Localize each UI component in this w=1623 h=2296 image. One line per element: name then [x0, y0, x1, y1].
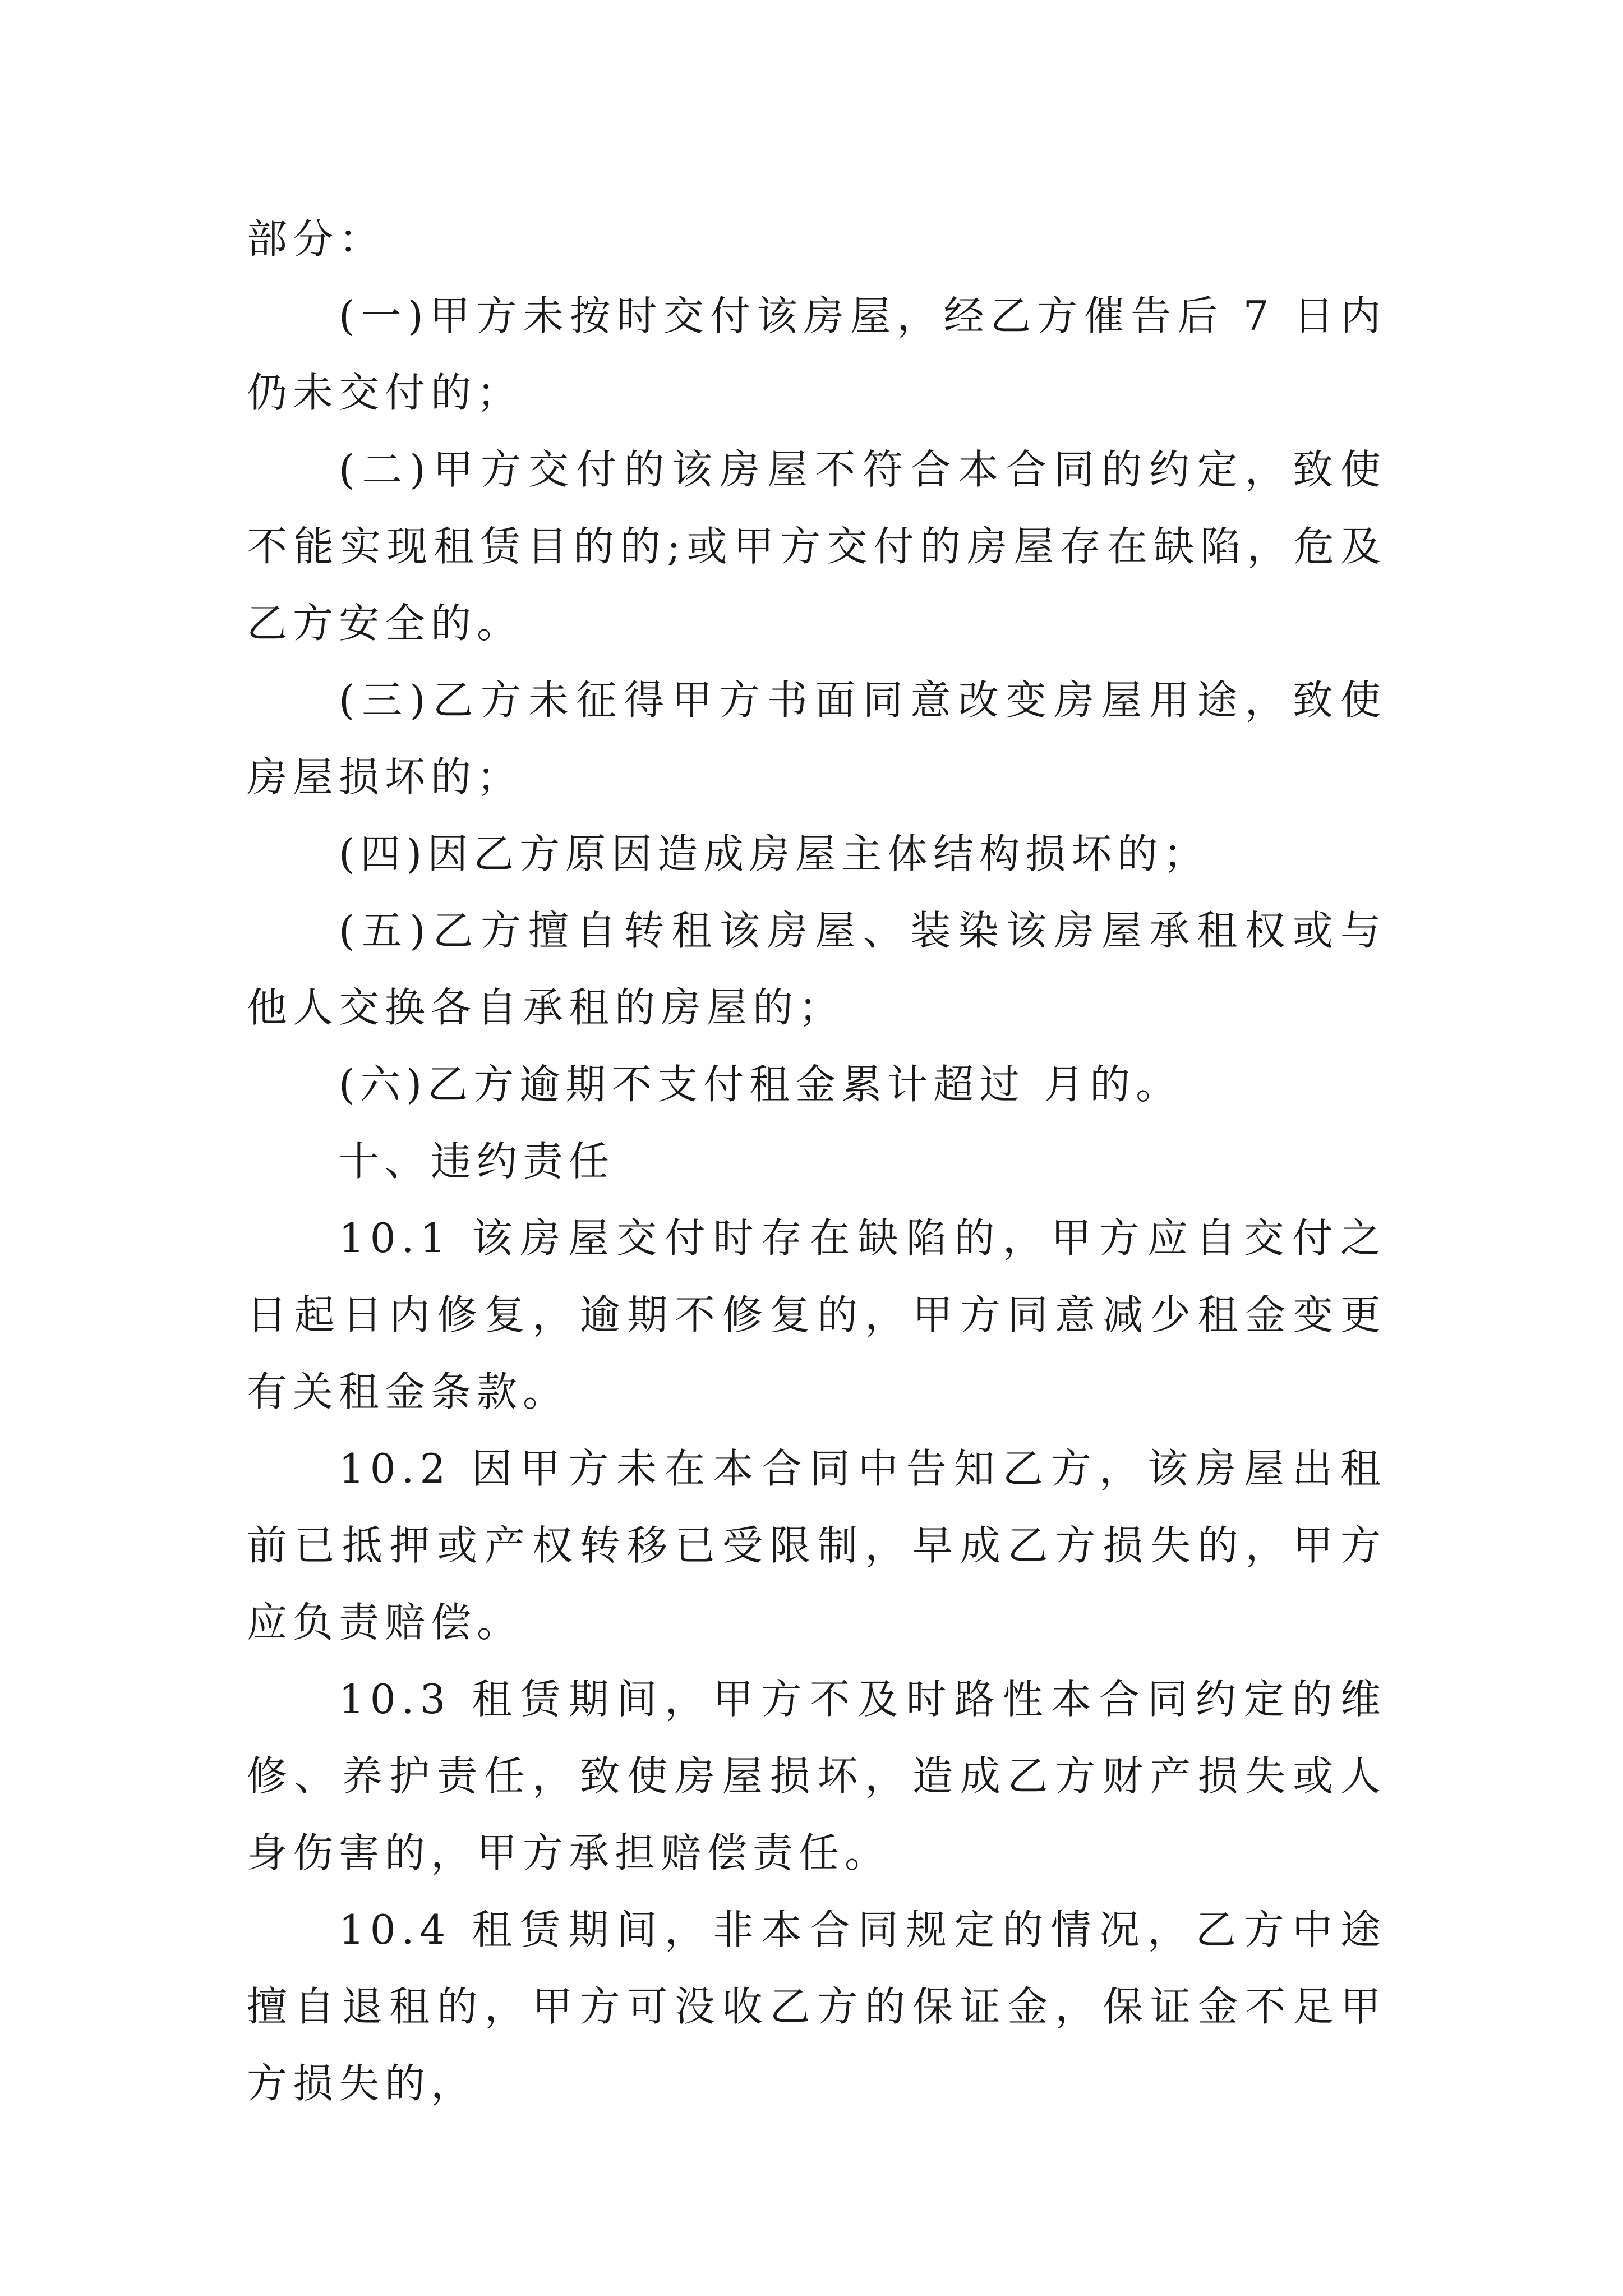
clause-item-3: (三)乙方未征得甲方书面同意改变房屋用途，致使房屋损坏的；: [247, 677, 1386, 800]
clause-10-1: 10.1 该房屋交付时存在缺陷的，甲方应自交付之日起日内修复，逾期不修复的，甲方同意减少租金变更有关租金条款。: [247, 1214, 1386, 1415]
clause-item-5: (五)乙方擅自转租该房屋、装染该房屋承租权或与他人交换各自承租的房屋的；: [247, 907, 1386, 1031]
paragraph-continuation: 部分：: [247, 215, 385, 263]
clause-item-6: (六)乙方逾期不支付租金累计超过 月的。: [339, 1061, 1182, 1108]
clause-10-2: 10.2 因甲方未在本合同中告知乙方，该房屋出租前已抵押或产权转移已受限制，早成乙方损失的，甲方应负责赔偿。: [247, 1445, 1386, 1646]
clause-10-4: 10.4 租赁期间，非本合同规定的情况，乙方中途擅自退租的，甲方可没收乙方的保证金，保证金不足甲方损失的，: [247, 1906, 1386, 2107]
clause-item-4: (四)因乙方原因造成房屋主体结构损坏的；: [339, 830, 1210, 877]
clause-item-1: (一)甲方未按时交付该房屋，经乙方催告后 7 日内仍未交付的；: [247, 292, 1386, 416]
section-heading: 十、违约责任: [339, 1138, 615, 1185]
clause-item-2: (二)甲方交付的该房屋不符合本合同的约定，致使不能实现租赁目的的;或甲方交付的房屋存在缺陷，危及乙方安全的。: [247, 446, 1386, 647]
clause-10-3: 10.3 租赁期间，甲方不及时路性本合同约定的维修、养护责任，致使房屋损坏，造成乙方财产损失或人身伤害的，甲方承担赔偿责任。: [247, 1676, 1386, 1876]
document-body: [247, 201, 1386, 2122]
